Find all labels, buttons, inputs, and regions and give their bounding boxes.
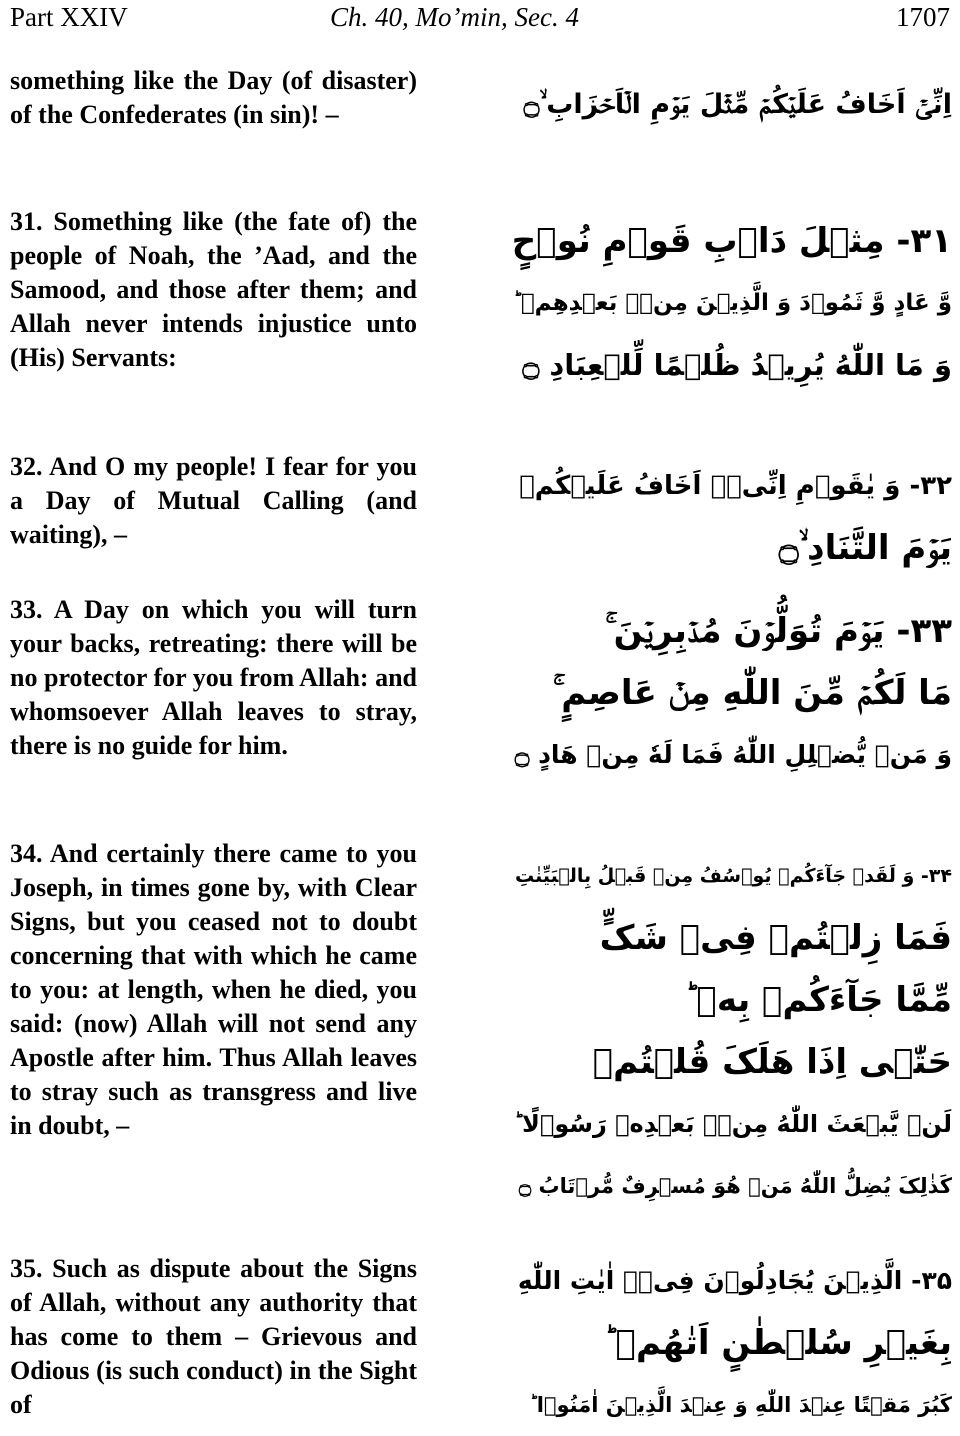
arabic-line: حَتّٰۤی اِذَا هَلَکَ قُلۡتُمۡ [592,1042,952,1082]
arabic-line: لَنۡ یَّبۡعَثَ اللّٰهُ مِنۡۢ بَعۡدِهٖ رَسُوۡلًا ؕ [513,1110,952,1138]
arabic-line: ۳۱- مِثۡلَ دَاۡبِ قَوۡمِ نُوۡحٍ [511,221,952,261]
page-number: 1707 [896,2,950,32]
arabic-line: ۳۲- وَ یٰقَوۡمِ اِنِّیۡۤ اَخَافُ عَلَیۡکُمۡ [519,471,952,501]
arabic-line: کَذٰلِکَ یُضِلُّ اللّٰهُ مَنۡ هُوَ مُسۡرِفٌ مُّرۡتَابُ ۝ [518,1174,952,1198]
arabic-line: ۳۴- وَ لَقَدۡ جَآءَکُمۡ یُوۡسُفُ مِنۡ قَبۡلُ بِالۡبَیِّنٰتِ [514,865,952,887]
verse-34-english [10,837,417,1143]
arabic-line: ۳۵- الَّذِیۡنَ یُجَادِلُوۡنَ فِیۡۤ اٰیٰتِ اللّٰهِ [517,1266,952,1295]
arabic-line: وَ مَنۡ یُّضۡلِلِ اللّٰهُ فَمَا لَهٗ مِنۡ هَادٍ ۝ [514,740,952,769]
verse-30-arabic [512,74,952,136]
part-label: Part XXIV [10,2,128,32]
verse-33-arabic [512,600,952,786]
verse-34-arabic [512,845,952,1217]
verse-35-arabic [512,1250,952,1436]
verse-text: 34. And certainly there came to you Joseph, in times gone by, with Clear Signs, but you ceased not to doubt concerning that with which he came to you: at length, when he died, you said: (now) Allah will not send any Apostle after him. Thus Allah leaves to stray such as transgress and live in doubt, – [10,839,417,1140]
verse-35-english [10,1252,417,1422]
verse-text: 32. And O my people! I fear for you a Day of Mutual Calling (and waiting), – [10,452,417,549]
verse-33-english [10,593,417,763]
verse-32-arabic [512,455,952,579]
verse-31-arabic [512,210,952,396]
arabic-line: وَّ عَادٍ وَّ ثَمُوۡدَ وَ الَّذِیۡنَ مِنۡۢ بَعۡدِهِمۡ ؕ [512,290,952,316]
arabic-line: کَبُرَ مَقۡتًا عِنۡدَ اللّٰهِ وَ عِنۡدَ الَّذِیۡنَ اٰمَنُوۡا ؕ [529,1393,952,1417]
arabic-line: اِنِّیۡۤ اَخَافُ عَلَیۡکُمۡ مِّثۡلَ یَوۡمِ الۡاَحۡزَابِ ۙ۝ [523,89,952,120]
arabic-line: وَ مَا اللّٰهُ یُرِیۡدُ ظُلۡمًا لِّلۡعِبَادِ ۝ [522,348,952,382]
verse-31-english [10,205,417,375]
arabic-line: فَمَا زِلۡتُمۡ فِیۡ شَکٍّ [599,918,952,958]
arabic-line: مَا لَکُمۡ مِّنَ اللّٰهِ مِنۡ عَاصِمٍ ۚ [552,673,952,713]
verse-32-english [10,450,417,552]
arabic-line: یَوۡمَ التَّنَادِ ۙ۝ [778,528,952,568]
verse-text: something like the Day (of disaster) of the Confederates (in sin)! – [10,66,417,129]
verse-text: 35. Such as dispute about the Signs of Allah, without any authority that has come to them – Grievous and Odious (is such conduct) in the Sight of [10,1254,417,1419]
chapter-title: Ch. 40, Mo’min, Sec. 4 [330,2,579,32]
page-header [0,0,960,40]
verse-30-english [10,64,417,132]
arabic-line: ۳۳- یَوۡمَ تُوَلُّوۡنَ مُدۡبِرِیۡنَ ۚ [605,611,952,651]
arabic-line: مِّمَّا جَآءَکُمۡ بِهٖ ؕ [684,980,952,1020]
verse-text: 33. A Day on which you will turn your backs, retreating: there will be no protector for you from Allah: and whomsoever Allah leaves to stray, there is no guide for him. [10,595,417,760]
verse-text: 31. Something like (the fate of) the people of Noah, the ’Aad, and the Samood, and those after them; and Allah never intends injustice unto (His) Servants: [10,207,417,372]
arabic-line: بِغَیۡرِ سُلۡطٰنٍ اَتٰهُمۡ ؕ [603,1323,952,1363]
